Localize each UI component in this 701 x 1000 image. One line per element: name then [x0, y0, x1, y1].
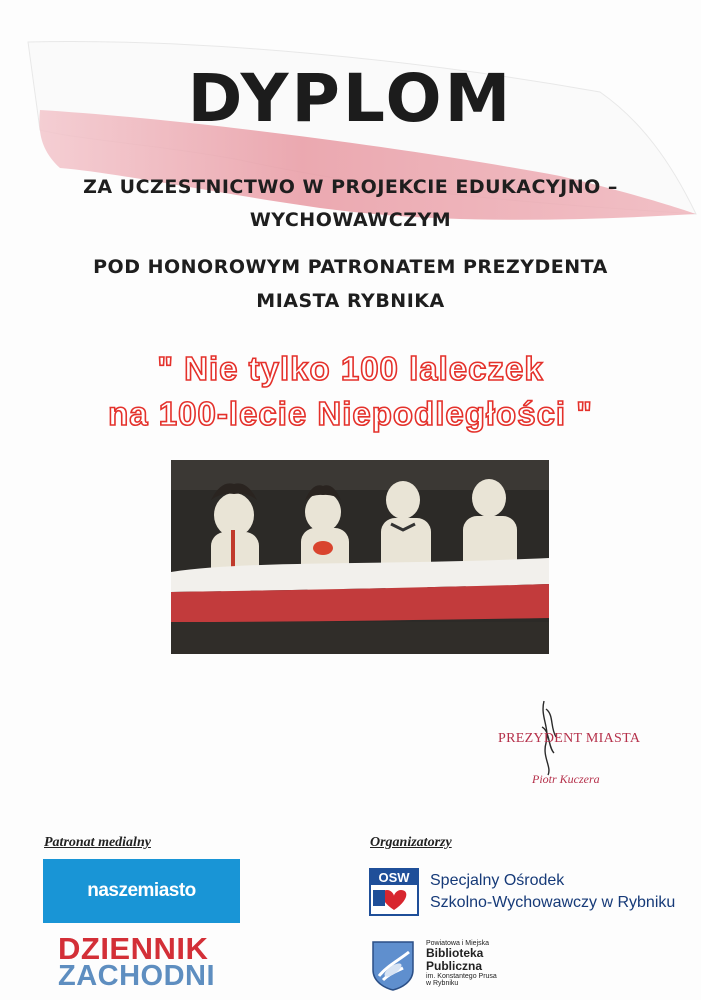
naszemiasto-logo [43, 859, 240, 923]
diploma-title: DYPLOM [187, 60, 514, 137]
dziennik-logo-line-1: DZIENNIK [58, 931, 209, 966]
library-line-1: Biblioteka [426, 946, 484, 961]
rybnik-crest-icon [371, 940, 415, 992]
library-line-2: Publiczna [426, 958, 483, 973]
osw-logo-text: OSW [378, 870, 410, 885]
library-logo-text [426, 940, 497, 987]
library-small-line-3: w Rybniku [426, 979, 459, 987]
organizers-header: Organizatorzy [370, 835, 452, 850]
description-line-3: POD HONOROWYM PATRONATEM PREZYDENTA [93, 256, 608, 278]
naszemiasto-logo-text: naszemiasto [87, 880, 196, 901]
osw-logo [369, 868, 419, 916]
description-line-1: ZA UCZESTNICTWO W PROJEKCIE EDUKACYJNO – [83, 176, 618, 198]
media-patron-header: Patronat medialny [44, 835, 151, 850]
project-title-line-1: " Nie tylko 100 laleczek [157, 350, 544, 387]
osw-name-line-2: Szkolno-Wychowawczy w Rybniku [430, 894, 676, 911]
library-small-line-1: Powiatowa i Miejska [426, 940, 490, 947]
dolls-photo [171, 460, 549, 654]
description-line-2: WYCHOWAWCZYM [249, 209, 452, 231]
osw-name-line-1: Specjalny Ośrodek [430, 872, 565, 889]
project-title-line-2: na 100-lecie Niepodległości " [108, 395, 593, 432]
president-title: PREZYDENT MIASTA [498, 731, 641, 746]
dziennik-logo-line-2: ZACHODNI [58, 960, 216, 992]
president-name: Piotr Kuczera [532, 772, 600, 786]
description-line-4: MIASTA RYBNIKA [256, 290, 445, 312]
library-small-line-2: im. Konstantego Prusa [426, 972, 497, 980]
